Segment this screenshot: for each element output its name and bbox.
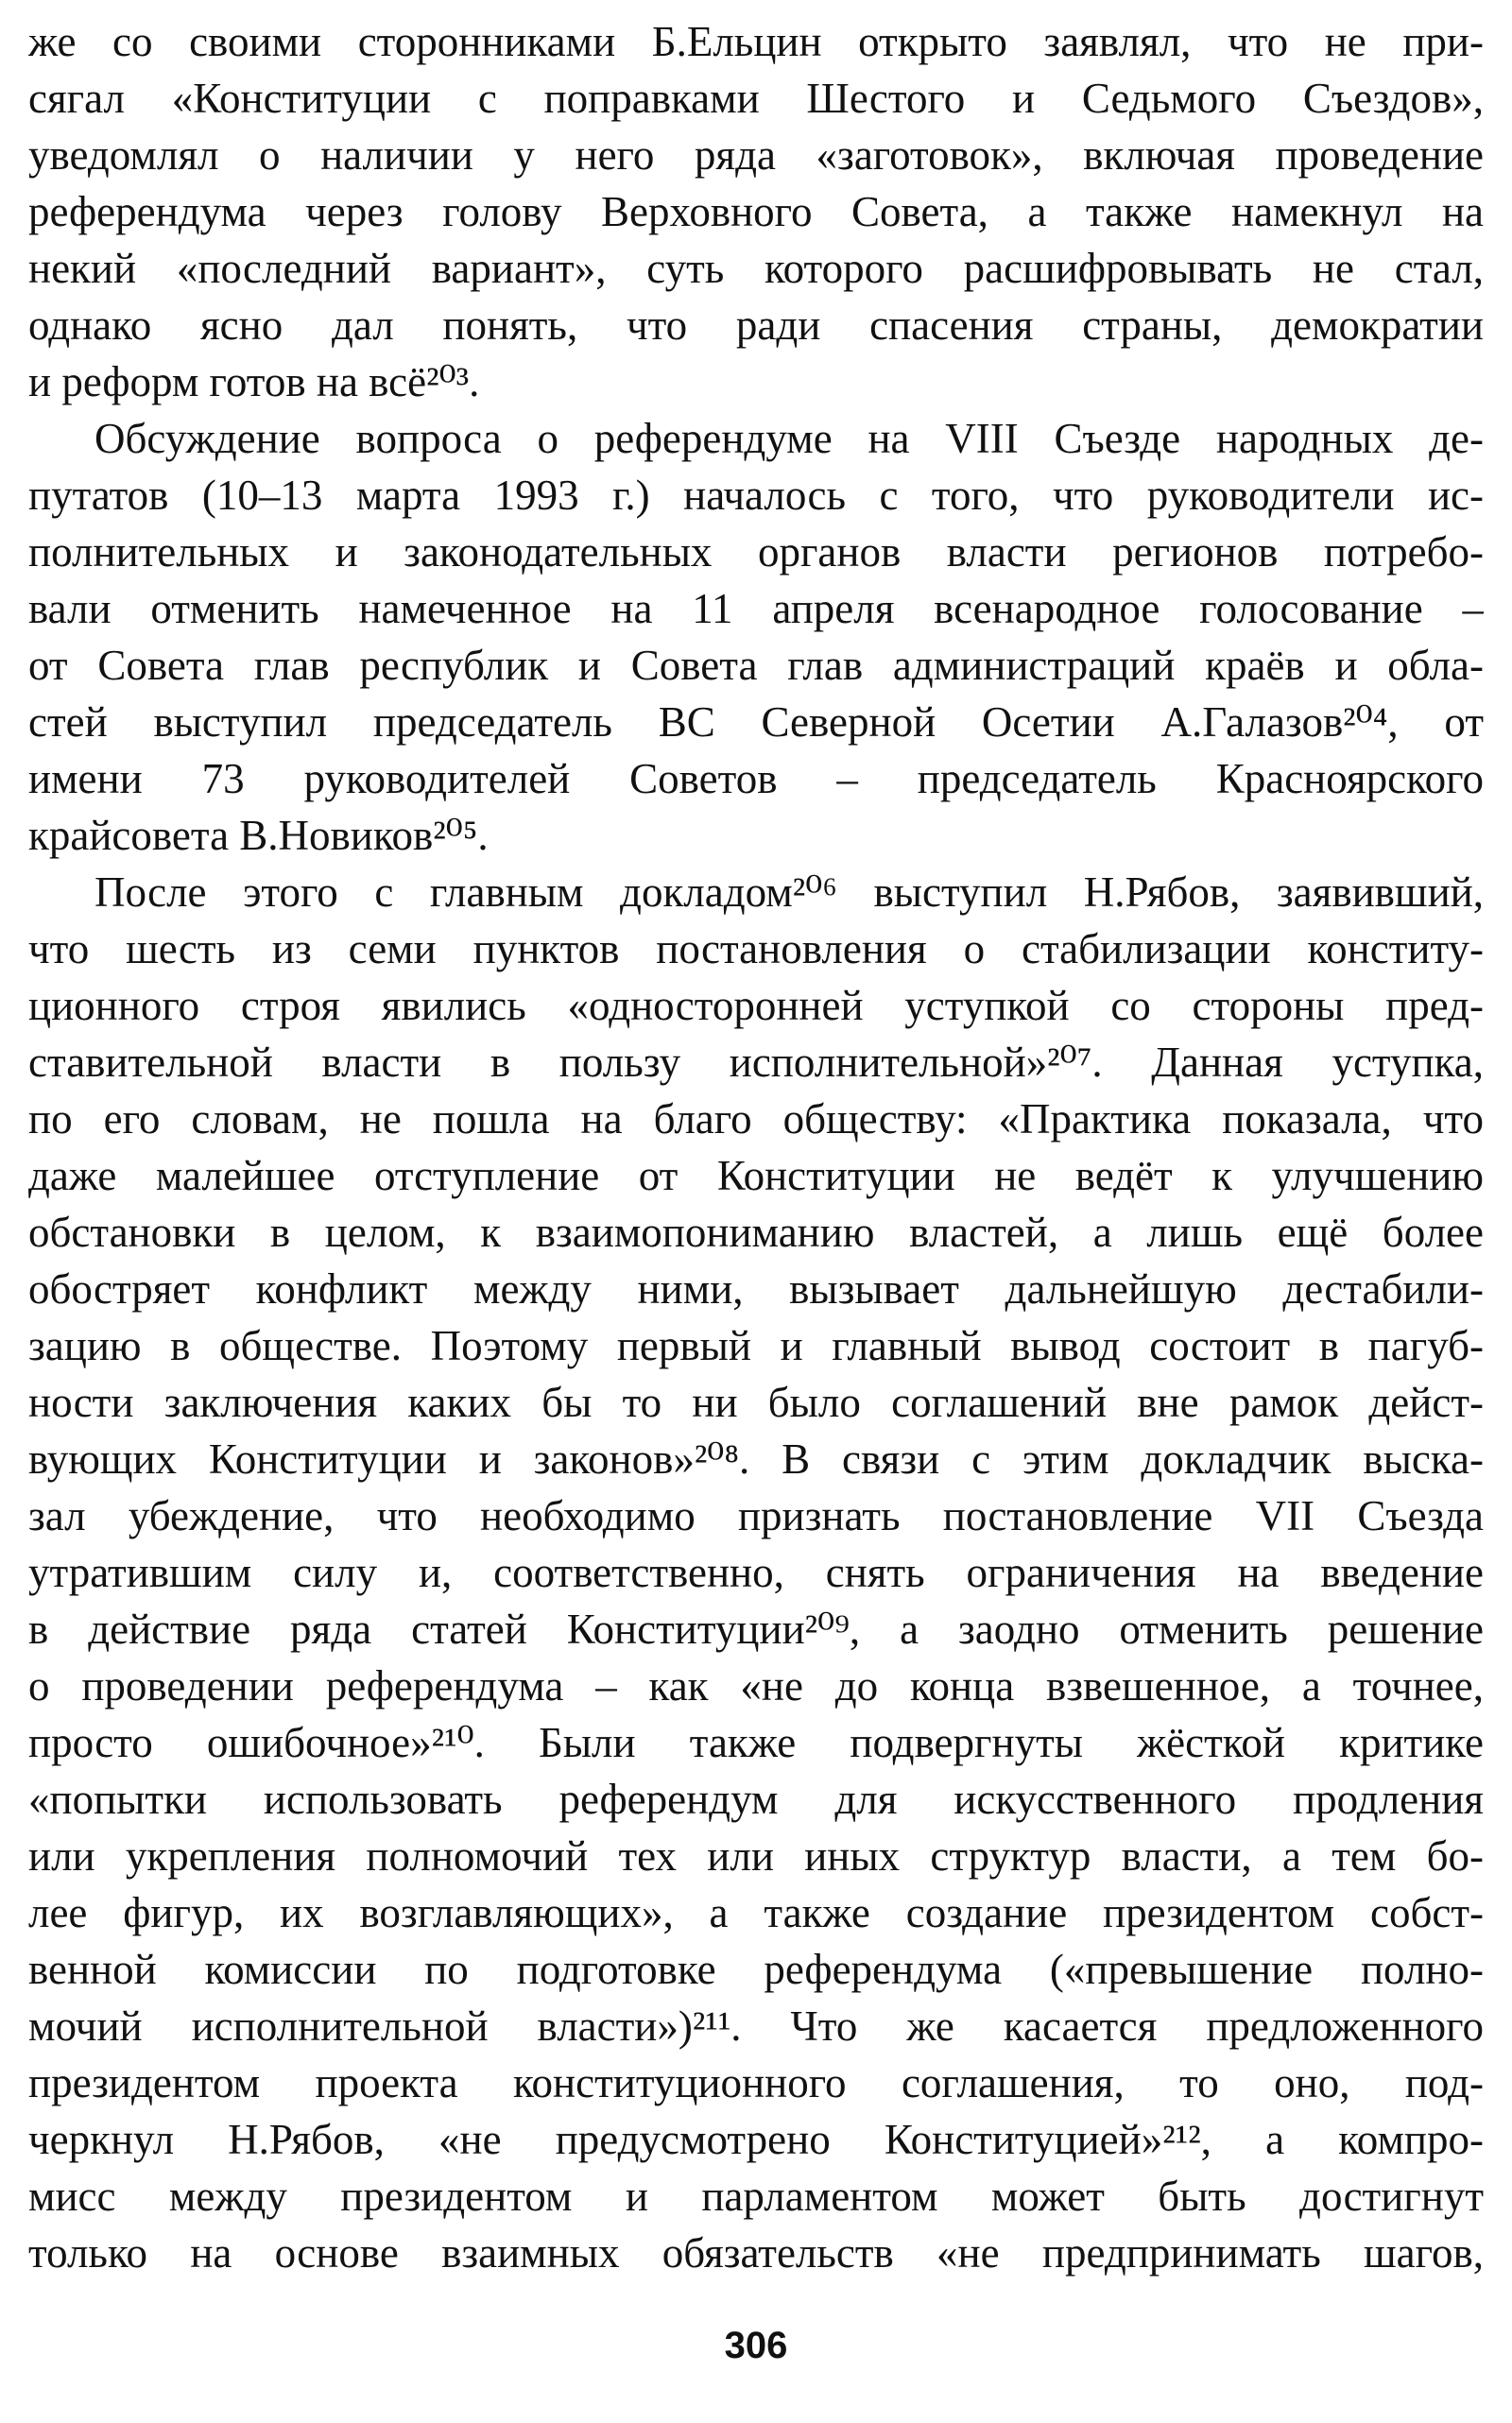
text-line: вующих Конституции и законов»²⁰⁸. В связи с этим докладчик выска-: [28, 1435, 1484, 1483]
text-line: по его словам, не пошла на благо обществу: «Практика показала, что: [28, 1095, 1484, 1143]
text-line: сягал «Конституции с поправками Шестого и Седьмого Съездов»,: [28, 75, 1484, 122]
text-line: ставительной власти в пользу исполнительной»²⁰⁷. Данная уступка,: [28, 1039, 1484, 1086]
text-line: однако ясно дал понять, что ради спасения страны, демократии: [28, 301, 1484, 349]
text-line: же со своими сторонниками Б.Ельцин открыто заявлял, что не при-: [28, 18, 1484, 65]
text-line: президентом проекта конституционного соглашения, то оно, под-: [28, 2059, 1484, 2106]
text-line: утратившим силу и, соответственно, снять ограничения на введение: [28, 1549, 1484, 1596]
text-line: стей выступил председатель ВС Северной Осетии А.Галазов²⁰⁴, от: [28, 698, 1484, 746]
text-line: зацию в обществе. Поэтому первый и главный вывод состоит в пагуб-: [28, 1322, 1484, 1369]
text-line: полнительных и законодательных органов власти регионов потребо-: [28, 528, 1484, 576]
text-line: путатов (10–13 марта 1993 г.) началось с того, что руководители ис-: [28, 472, 1484, 519]
text-line: черкнул Н.Рябов, «не предусмотрено Конституцией»²¹², а компро-: [28, 2116, 1484, 2163]
text-line: о проведении референдума – как «не до конца взвешенное, а точнее,: [28, 1662, 1484, 1710]
page-number: 306: [724, 2325, 788, 2366]
text-line: вали отменить намеченное на 11 апреля всенародное голосование –: [28, 585, 1484, 632]
text-line: «попытки использовать референдум для искусственного продления: [28, 1776, 1484, 1823]
paragraph-start-line: Обсуждение вопроса о референдуме на VIII Съезде народных де-: [94, 415, 1484, 462]
text-line: зал убеждение, что необходимо признать постановление VII Съезда: [28, 1492, 1484, 1539]
text-line: обостряет конфликт между ними, вызывает дальнейшую дестабили-: [28, 1265, 1484, 1313]
text-line: просто ошибочное»²¹⁰. Были также подвергнуты жёсткой критике: [28, 1719, 1484, 1766]
text-line: даже малейшее отступление от Конституции не ведёт к улучшению: [28, 1152, 1484, 1199]
text-line: что шесть из семи пунктов постановления о стабилизации конститу-: [28, 925, 1484, 972]
text-line: мочий исполнительной власти»)²¹¹. Что же касается предложенного: [28, 2002, 1484, 2050]
text-line: референдума через голову Верховного Совета, а также намекнул на: [28, 188, 1484, 235]
text-line: крайсовета В.Новиков²⁰⁵.: [28, 812, 489, 859]
text-line: обстановки в целом, к взаимопониманию властей, а лишь ещё более: [28, 1209, 1484, 1256]
text-line: мисс между президентом и парламентом может быть достигнут: [28, 2173, 1484, 2220]
text-line: некий «последний вариант», суть которого расшифровывать не стал,: [28, 245, 1484, 292]
text-line: имени 73 руководителей Советов – председатель Красноярского: [28, 755, 1484, 802]
paragraph-start-line: После этого с главным докладом²⁰⁶ выступил Н.Рябов, заявивший,: [94, 868, 1484, 916]
text-line: в действие ряда статей Конституции²⁰⁹, а заодно отменить решение: [28, 1606, 1484, 1653]
text-line: только на основе взаимных обязательств «не предпринимать шагов,: [28, 2229, 1484, 2277]
book-page-text: [28, 13, 1484, 2281]
text-line: уведомлял о наличии у него ряда «заготовок», включая проведение: [28, 131, 1484, 179]
text-line: от Совета глав республик и Совета глав администраций краёв и обла-: [28, 642, 1484, 689]
text-line: ности заключения каких бы то ни было соглашений вне рамок дейст-: [28, 1379, 1484, 1426]
text-line: или укрепления полномочий тех или иных структур власти, а тем бо-: [28, 1832, 1484, 1880]
text-line: и реформ готов на всё²⁰³.: [28, 358, 480, 405]
text-line: ционного строя явились «односторонней уступкой со стороны пред-: [28, 982, 1484, 1029]
text-line: лее фигур, их возглавляющих», а также создание президентом собст-: [28, 1889, 1484, 1936]
text-line: венной комиссии по подготовке референдума («превышение полно-: [28, 1946, 1484, 1993]
